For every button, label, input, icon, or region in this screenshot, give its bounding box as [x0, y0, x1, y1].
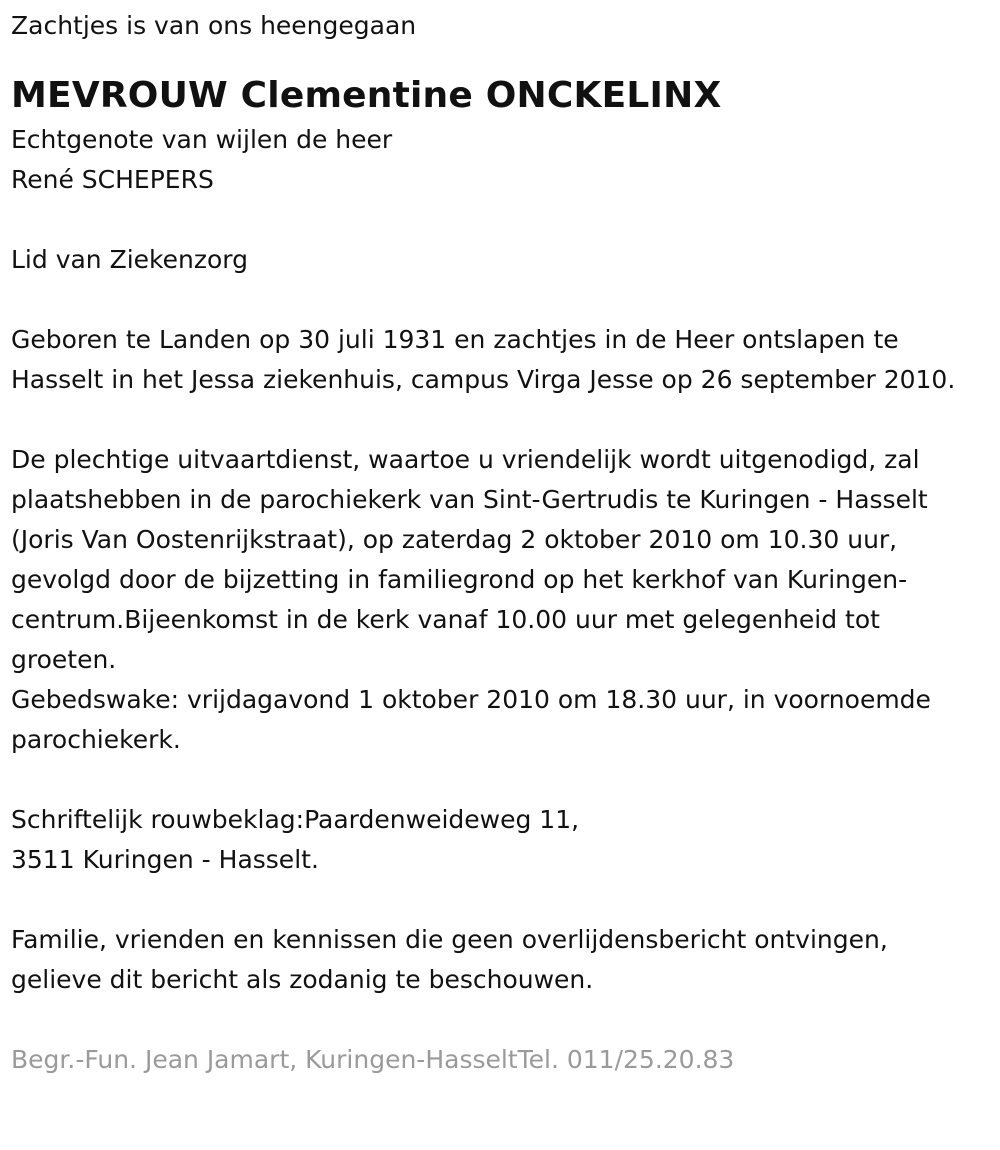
spacer	[11, 200, 1000, 240]
spacer	[11, 280, 1000, 320]
spacer	[11, 760, 1000, 800]
intro-text: Zachtjes is van ons heengegaan	[11, 11, 417, 40]
vigil-paragraph: Gebedswake: vrijdagavond 1 oktober 2010 om 18.30 uur, in voornoemde parochiekerk.	[11, 685, 931, 754]
condolence-line-1: Schriftelijk rouwbeklag:Paardenweideweg 11,	[11, 805, 580, 834]
spacer	[11, 880, 1000, 920]
spouse-line-1: Echtgenote van wijlen de heer	[11, 125, 393, 154]
birth-death-paragraph: Geboren te Landen op 30 juli 1931 en zachtjes in de Heer ontslapen te Hasselt in het Jessa ziekenhuis, campus Virga Jesse op 26 september 2010.	[11, 325, 956, 394]
notice-paragraph: Familie, vrienden en kennissen die geen overlijdensbericht ontvingen, gelieve dit bericht als zodanig te beschouwen.	[11, 925, 888, 994]
spouse-line-2: René SCHEPERS	[11, 165, 214, 194]
membership-text: Lid van Ziekenzorg	[11, 245, 248, 274]
deceased-name: MEVROUW Clementine ONCKELINX	[11, 75, 722, 116]
spacer	[11, 400, 1000, 440]
spacer	[11, 1000, 1000, 1040]
spouse-block	[11, 120, 1000, 200]
condolence-line-2: 3511 Kuringen - Hasselt.	[11, 845, 319, 874]
funeral-paragraph: De plechtige uitvaartdienst, waartoe u vriendelijk wordt uitgenodigd, zal plaatshebben in de parochiekerk van Sint-Gertrudis te Kuringen - Hasselt (Joris Van Oostenrijkstraat), op zaterdag 2 oktober 2010 om 10.30 uur, gevolgd door de bijzetting in familiegrond op het kerkhof van Kuringen-centrum.Bijeenkomst in de kerk vanaf 10.00 uur met gelegenheid tot groeten.	[11, 445, 928, 674]
funeral-home-footer: Begr.-Fun. Jean Jamart, Kuringen-HasseltTel. 011/25.20.83	[11, 1045, 735, 1074]
condolence-address	[11, 800, 1000, 880]
